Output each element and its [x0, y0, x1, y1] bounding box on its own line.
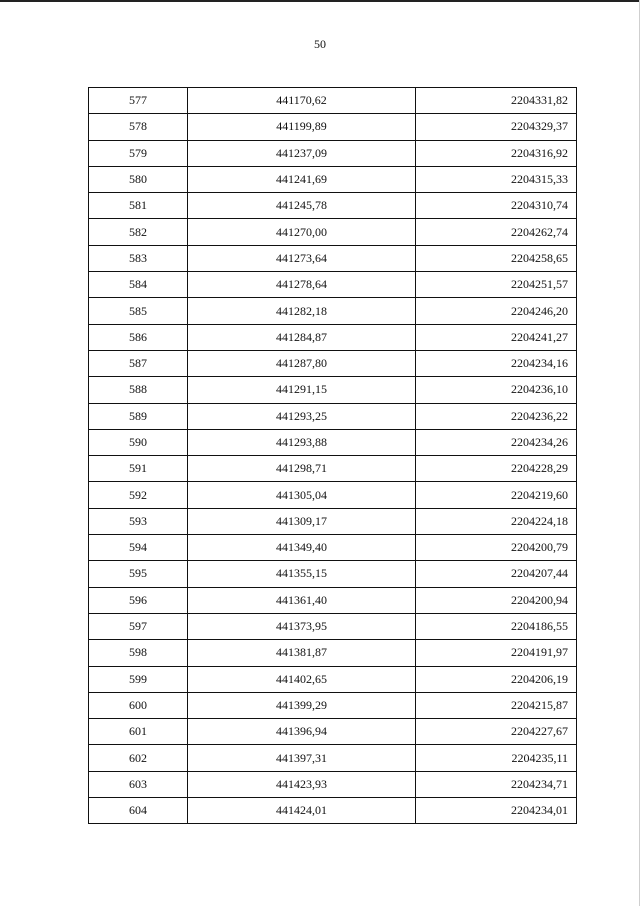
- point-number-cell: 591: [89, 456, 188, 482]
- scan-edge-top: [0, 0, 640, 2]
- table-row: [89, 745, 577, 771]
- point-number-cell: 586: [89, 324, 188, 350]
- table-row: [89, 350, 577, 376]
- table-row: [89, 719, 577, 745]
- coordinates-table-body: [89, 88, 577, 824]
- point-number-cell: 579: [89, 140, 188, 166]
- y-coordinate-cell: 2204200,79: [416, 535, 577, 561]
- y-coordinate-cell: 2204207,44: [416, 561, 577, 587]
- point-number-cell: 599: [89, 666, 188, 692]
- table-row: [89, 166, 577, 192]
- y-coordinate-cell: 2204234,26: [416, 429, 577, 455]
- x-coordinate-cell: 441293,25: [188, 403, 416, 429]
- table-row: [89, 640, 577, 666]
- point-number-cell: 592: [89, 482, 188, 508]
- point-number-cell: 590: [89, 429, 188, 455]
- y-coordinate-cell: 2204186,55: [416, 613, 577, 639]
- table-row: [89, 535, 577, 561]
- y-coordinate-cell: 2204315,33: [416, 166, 577, 192]
- table-row: [89, 798, 577, 824]
- x-coordinate-cell: 441424,01: [188, 798, 416, 824]
- x-coordinate-cell: 441309,17: [188, 508, 416, 534]
- point-number-cell: 600: [89, 692, 188, 718]
- point-number-cell: 588: [89, 377, 188, 403]
- table-row: [89, 482, 577, 508]
- y-coordinate-cell: 2204234,71: [416, 771, 577, 797]
- point-number-cell: 578: [89, 114, 188, 140]
- table-row: [89, 587, 577, 613]
- point-number-cell: 584: [89, 272, 188, 298]
- point-number-cell: 595: [89, 561, 188, 587]
- y-coordinate-cell: 2204262,74: [416, 219, 577, 245]
- x-coordinate-cell: 441278,64: [188, 272, 416, 298]
- x-coordinate-cell: 441397,31: [188, 745, 416, 771]
- coordinates-table: [88, 87, 577, 824]
- x-coordinate-cell: 441287,80: [188, 350, 416, 376]
- y-coordinate-cell: 2204200,94: [416, 587, 577, 613]
- y-coordinate-cell: 2204329,37: [416, 114, 577, 140]
- table-row: [89, 561, 577, 587]
- x-coordinate-cell: 441270,00: [188, 219, 416, 245]
- point-number-cell: 604: [89, 798, 188, 824]
- page-number: 50: [314, 37, 326, 51]
- y-coordinate-cell: 2204206,19: [416, 666, 577, 692]
- point-number-cell: 580: [89, 166, 188, 192]
- y-coordinate-cell: 2204215,87: [416, 692, 577, 718]
- x-coordinate-cell: 441284,87: [188, 324, 416, 350]
- x-coordinate-cell: 441381,87: [188, 640, 416, 666]
- point-number-cell: 594: [89, 535, 188, 561]
- y-coordinate-cell: 2204234,16: [416, 350, 577, 376]
- point-number-cell: 589: [89, 403, 188, 429]
- table-row: [89, 114, 577, 140]
- table-row: [89, 377, 577, 403]
- x-coordinate-cell: 441273,64: [188, 245, 416, 271]
- table-row: [89, 508, 577, 534]
- x-coordinate-cell: 441170,62: [188, 88, 416, 114]
- point-number-cell: 581: [89, 193, 188, 219]
- point-number-cell: 597: [89, 613, 188, 639]
- y-coordinate-cell: 2204310,74: [416, 193, 577, 219]
- y-coordinate-cell: 2204228,29: [416, 456, 577, 482]
- y-coordinate-cell: 2204246,20: [416, 298, 577, 324]
- table-row: [89, 692, 577, 718]
- table-row: [89, 140, 577, 166]
- point-number-cell: 596: [89, 587, 188, 613]
- y-coordinate-cell: 2204236,22: [416, 403, 577, 429]
- y-coordinate-cell: 2204219,60: [416, 482, 577, 508]
- point-number-cell: 593: [89, 508, 188, 534]
- table-row: [89, 456, 577, 482]
- table-row: [89, 88, 577, 114]
- y-coordinate-cell: 2204331,82: [416, 88, 577, 114]
- table-row: [89, 429, 577, 455]
- x-coordinate-cell: 441237,09: [188, 140, 416, 166]
- y-coordinate-cell: 2204258,65: [416, 245, 577, 271]
- x-coordinate-cell: 441298,71: [188, 456, 416, 482]
- y-coordinate-cell: 2204234,01: [416, 798, 577, 824]
- point-number-cell: 583: [89, 245, 188, 271]
- x-coordinate-cell: 441399,29: [188, 692, 416, 718]
- table-row: [89, 298, 577, 324]
- table-row: [89, 245, 577, 271]
- table-row: [89, 613, 577, 639]
- point-number-cell: 601: [89, 719, 188, 745]
- point-number-cell: 603: [89, 771, 188, 797]
- x-coordinate-cell: 441402,65: [188, 666, 416, 692]
- y-coordinate-cell: 2204241,27: [416, 324, 577, 350]
- y-coordinate-cell: 2204316,92: [416, 140, 577, 166]
- y-coordinate-cell: 2204235,11: [416, 745, 577, 771]
- y-coordinate-cell: 2204224,18: [416, 508, 577, 534]
- x-coordinate-cell: 441355,15: [188, 561, 416, 587]
- x-coordinate-cell: 441361,40: [188, 587, 416, 613]
- y-coordinate-cell: 2204191,97: [416, 640, 577, 666]
- point-number-cell: 602: [89, 745, 188, 771]
- y-coordinate-cell: 2204236,10: [416, 377, 577, 403]
- x-coordinate-cell: 441282,18: [188, 298, 416, 324]
- table-row: [89, 219, 577, 245]
- x-coordinate-cell: 441241,69: [188, 166, 416, 192]
- point-number-cell: 598: [89, 640, 188, 666]
- point-number-cell: 585: [89, 298, 188, 324]
- x-coordinate-cell: 441245,78: [188, 193, 416, 219]
- table-row: [89, 771, 577, 797]
- table-row: [89, 272, 577, 298]
- y-coordinate-cell: 2204227,67: [416, 719, 577, 745]
- y-coordinate-cell: 2204251,57: [416, 272, 577, 298]
- table-row: [89, 666, 577, 692]
- point-number-cell: 582: [89, 219, 188, 245]
- x-coordinate-cell: 441373,95: [188, 613, 416, 639]
- x-coordinate-cell: 441305,04: [188, 482, 416, 508]
- table-row: [89, 403, 577, 429]
- point-number-cell: 587: [89, 350, 188, 376]
- x-coordinate-cell: 441199,89: [188, 114, 416, 140]
- x-coordinate-cell: 441423,93: [188, 771, 416, 797]
- point-number-cell: 577: [89, 88, 188, 114]
- x-coordinate-cell: 441291,15: [188, 377, 416, 403]
- table-row: [89, 193, 577, 219]
- x-coordinate-cell: 441349,40: [188, 535, 416, 561]
- x-coordinate-cell: 441396,94: [188, 719, 416, 745]
- table-row: [89, 324, 577, 350]
- x-coordinate-cell: 441293,88: [188, 429, 416, 455]
